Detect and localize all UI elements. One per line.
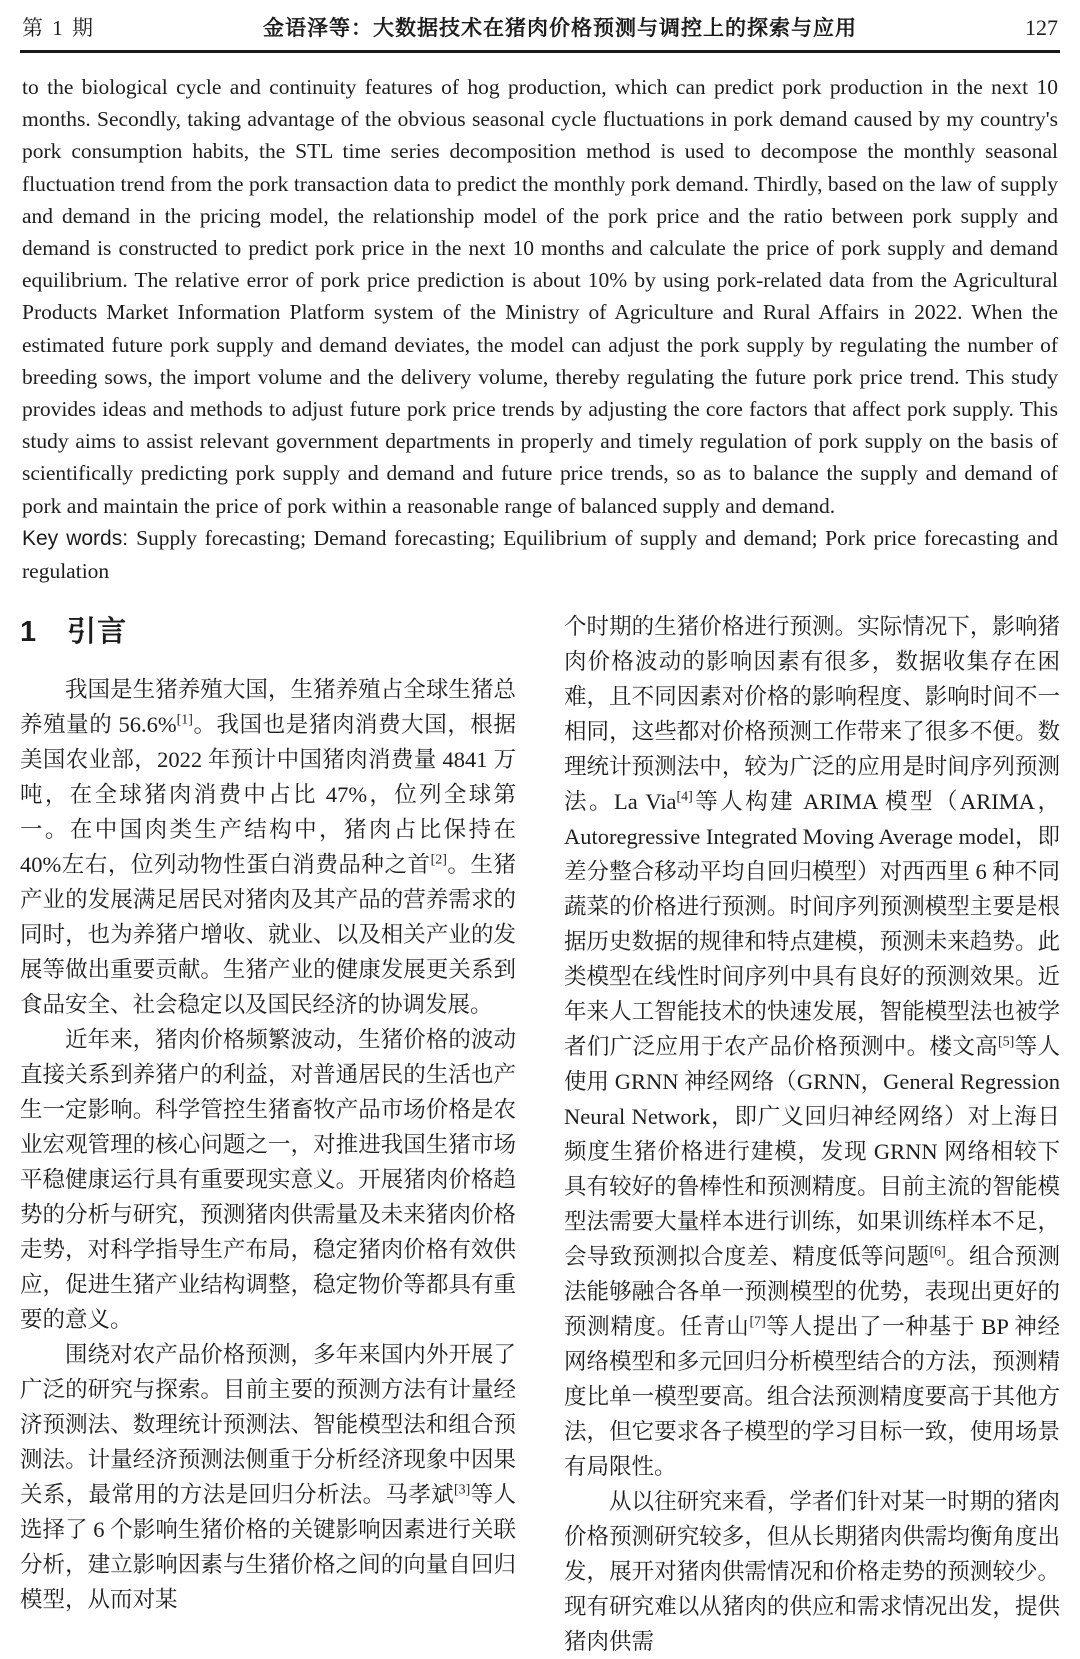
section-number: 1 (20, 616, 38, 649)
section-title: 引言 (67, 616, 128, 649)
abstract-text: to the biological cycle and continuity features of hog production, which can predict pork production in the next 10 months. Secondly, taking advantage of the obvious seasonal cycle fluctuations in pork demand caused by my country's pork consumption habits, the STL time series decomposition method is used to decompose the monthly seasonal fluctuation trend from the pork transaction data to predict the monthly pork demand. Thirdly, based on the law of supply and demand in the pricing model, the relationship model of the pork price and the ratio between pork supply and demand is constructed to predict pork price in the next 10 months and calculate the price of pork supply and demand equilibrium. The relative error of pork price prediction is about 10% by using pork-related data from the Agricultural Products Market Information Platform system of the Ministry of Agriculture and Rural Affairs in 2022. When the estimated future pork supply and demand deviates, the model can adjust the pork supply by regulating the number of breeding sows, the import volume and the delivery volume, thereby regulating the future pork price trend. This study provides ideas and methods to adjust future pork price trends by adjusting the core factors that affect pork supply. This study aims to assist relevant government departments in properly and timely regulation of pork supply on the basis of scientifically predicting pork supply and demand and future price trends, so as to balance the supply and demand of pork and maintain the price of pork within a reasonable range of balanced supply and demand. (22, 75, 1058, 518)
left-column (20, 609, 516, 1659)
paragraph: 围绕对农产品价格预测，多年来国内外开展了广泛的研究与探索。目前主要的预测方法有计量经济预测法、数理统计预测法、智能模型法和组合预测法。计量经济预测法侧重于分析经济现象中因果关系，最常用的方法是回归分析法。马孝斌[3]等人选择了 6 个影响生猪价格的关键影响因素进行关联分析，建立影响因素与生猪价格之间的向量自回归模型，从而对某 (20, 1342, 516, 1613)
keywords-text: Supply forecasting; Demand forecasting; Equilibrium of supply and demand; Pork price forecasting and regulation (22, 525, 1058, 584)
abstract-section (22, 71, 1058, 587)
section-heading-introduction (20, 615, 516, 650)
keywords-label: Key words: (22, 526, 137, 550)
running-header (20, 10, 1060, 50)
paragraph: 从以往研究来看，学者们针对某一时期的猪肉价格预测研究较多，但从长期猪肉供需均衡角度出发，展开对猪肉供需情况和价格走势的预测较少。现有研究难以从猪肉的供应和需求情况出发，提供猪肉供需 (564, 1489, 1060, 1655)
right-column (564, 609, 1060, 1659)
running-title: 金语泽等：大数据技术在猪肉价格预测与调控上的探索与应用 (263, 17, 857, 40)
paragraph: 我国是生猪养殖大国，生猪养殖占全球生猪总养殖量的 56.6%[1]。我国也是猪肉消费大国，根据美国农业部，2022 年预计中国猪肉消费量 4841 万吨，在全球猪肉消费中占比 47%，位列全球第一。在中国肉类生产结构中，猪肉占比保持在 40%左右，位列动物性蛋白消费品种之首[2]。生猪产业的发展满足居民对猪肉及其产品的营养需求的同时，也为养猪户增收、就业、以及相关产业的发展等做出重要贡献。生猪产业的健康发展更关系到食品安全、社会稳定以及国民经济的协调发展。 (20, 677, 516, 1018)
two-column-body (20, 609, 1060, 1659)
journal-issue: 第 1 期 (22, 16, 95, 40)
header-rule (20, 50, 1060, 53)
paragraph-continuation: 个时期的生猪价格进行预测。实际情况下，影响猪肉价格波动的影响因素有很多，数据收集存在困难，且不同因素对价格的影响程度、影响时间不一相同，这些都对价格预测工作带来了很多不便。数理统计预测法中，较为广泛的应用是时间序列预测法。La Via[4]等人构建 ARIMA 模型（ARIMA，Autoregressive Integrated Moving Average model，即差分整合移动平均自回归模型）对西西里 6 种不同蔬菜的价格进行预测。时间序列预测模型主要是根据历史数据的规律和特点建模，预测未来趋势。此类模型在线性时间序列中具有良好的预测效果。近年来人工智能技术的快速发展，智能模型法也被学者们广泛应用于农产品价格预测中。楼文高[5]等人使用 GRNN 神经网络（GRNN，General Regression Neural Network，即广义回归神经网络）对上海日频度生猪价格进行建模，发现 GRNN 网络相较下具有较好的鲁棒性和预测精度。目前主流的智能模型法需要大量样本进行训练，如果训练样本不足，会导致预测拟合度差、精度低等问题[6]。组合预测法能够融合各单一预测模型的优势，表现出更好的预测精度。任青山[7]等人提出了一种基于 BP 神经网络模型和多元回归分析模型结合的方法，预测精度比单一模型要高。组合法预测精度要高于其他方法，但它要求各子模型的学习目标一致，使用场景有局限性。 (564, 614, 1060, 1480)
page-number: 127 (1025, 15, 1058, 40)
keywords-line (22, 522, 1058, 587)
paragraph: 近年来，猪肉价格频繁波动，生猪价格的波动直接关系到养猪户的利益，对普通居民的生活也产生一定影响。科学管控生猪畜牧产品市场价格是农业宏观管理的核心问题之一，对推进我国生猪市场平稳健康运行具有重要现实意义。开展猪肉价格趋势的分析与研究，预测猪肉供需量及未来猪肉价格走势，对科学指导生产布局，稳定猪肉价格有效供应，促进生猪产业结构调整，稳定物价等都具有重要的意义。 (20, 1027, 516, 1333)
